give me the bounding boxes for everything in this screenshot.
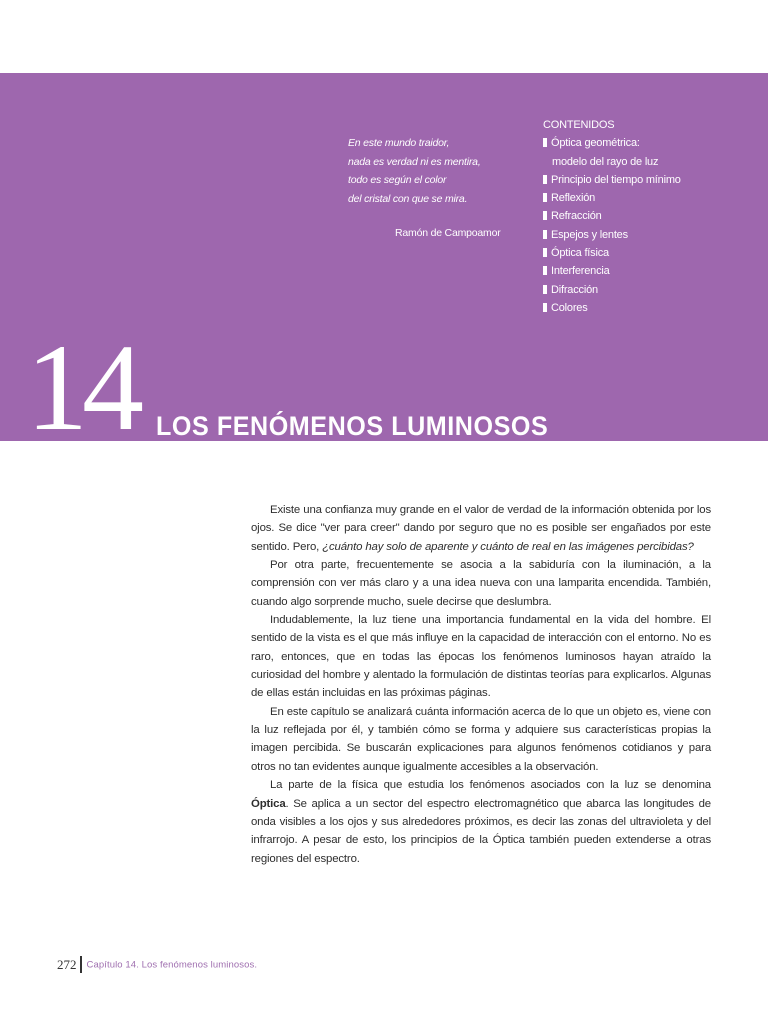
paragraph: Indudablemente, la luz tiene una importancia fundamental en la vida del hombre. El sentido de la vista es el que más influye en la capacidad de interacción con el entorno. No es raro, entonces, que en todas las épocas los fenómenos luminosos hayan atraído la curiosidad del hombre y alentado la formulación de distintas teorías para explicarlos. Algunas de ellas están incluidas en las próximas páginas. <box>251 614 711 700</box>
bullet-icon <box>543 248 547 257</box>
paragraph: Por otra parte, frecuentemente se asocia a la sabiduría con la iluminación, a la comprensión con ver más claro y a una idea nueva con una lamparita encendida. También, cuando algo sorprende mucho, suele decirse que deslumbra. <box>251 559 711 608</box>
chapter-number: 14 <box>26 319 138 456</box>
contents-item: Espejos y lentes <box>543 226 743 244</box>
footer-divider <box>80 956 82 973</box>
paragraph: Existe una confianza muy grande en el valor de verdad de la información obtenida por los ojos. Se dice "ver para creer" dando por seguro que no es posible ser engañados por este sentido. Pero, ¿cuánto hay solo de aparente y cuánto de real en las imágenes percibidas? <box>251 504 711 553</box>
bullet-icon <box>543 211 547 220</box>
chapter-title: LOS FENÓMENOS LUMINOSOS <box>156 411 549 441</box>
page-footer <box>57 956 257 974</box>
contents-item: Refracción <box>543 207 743 225</box>
body-text <box>251 501 711 868</box>
contents-item: Colores <box>543 299 743 317</box>
epigraph-line: todo es según el color <box>348 174 447 186</box>
contents-item: Reflexión <box>543 189 743 207</box>
contents-item: Principio del tiempo mínimo <box>543 171 743 189</box>
bullet-icon <box>543 230 547 239</box>
contents-item: Difracción <box>543 281 743 299</box>
epigraph-line: En este mundo traidor, <box>348 137 450 149</box>
bullet-icon <box>543 285 547 294</box>
bullet-icon <box>543 138 547 147</box>
contents-heading: CONTENIDOS <box>543 119 615 131</box>
bullet-icon <box>543 303 547 312</box>
contents-item-continuation: modelo del rayo de luz <box>552 155 659 168</box>
epigraph-line: nada es verdad ni es mentira, <box>348 155 481 168</box>
paragraph: En este capítulo se analizará cuánta información acerca de lo que un objeto es, viene con la luz reflejada por él, y también cómo se forma y adquiere sus características propias la imagen percibida. Se buscarán explicaciones para algunos fenómenos cotidianos y para otros no tan evidentes aunque igualmente accesibles a la observación. <box>251 705 711 773</box>
epigraph-line: del cristal con que se mira. <box>348 192 468 205</box>
contents-box <box>543 116 743 317</box>
bullet-icon <box>543 193 547 202</box>
italic-question: ¿cuánto hay solo de aparente y cuánto de real en las imágenes percibidas? <box>322 540 694 553</box>
contents-item: Óptica física <box>543 244 743 262</box>
bullet-icon <box>543 266 547 275</box>
page-number: 272 <box>57 956 77 972</box>
bullet-icon <box>543 175 547 184</box>
paragraph: La parte de la física que estudia los fenómenos asociados con la luz se denomina Óptica. Se aplica a un sector del espectro electromagnético que abarca las longitudes de onda visibles a los ojos y sus alrededores próximos, es decir las zonas del ultravioleta y del infrarrojo. A pesar de esto, los principios de la Óptica también pueden extenderse a otras regiones del espectro. <box>251 779 711 865</box>
epigraph <box>348 134 518 243</box>
contents-item: Óptica geométrica: <box>543 134 743 152</box>
bold-term: Óptica <box>251 797 286 810</box>
running-head: Capítulo 14. Los fenómenos luminosos. <box>86 959 258 971</box>
epigraph-author: Ramón de Campoamor <box>395 227 501 239</box>
contents-item: Interferencia <box>543 262 743 280</box>
